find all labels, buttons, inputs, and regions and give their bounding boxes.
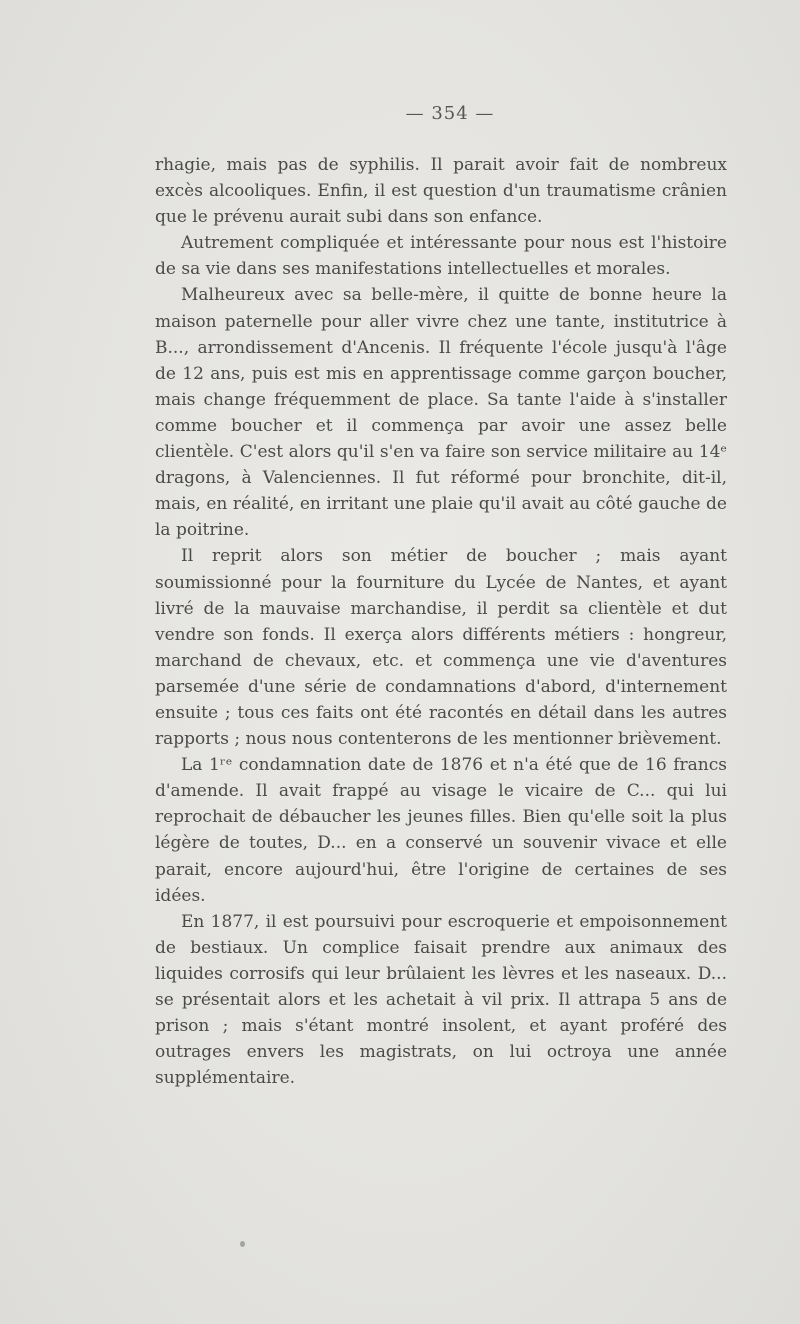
paragraph-1: rhagie, mais pas de syphilis. Il parait avoir fait de nombreux excès alcooliques. Enfin, il est question d'un traumatisme crânien que le prévenu aurait subi dans son enfance. [155,155,727,228]
body-text [155,152,727,1091]
paragraph-4: Il reprit alors son métier de boucher ; mais ayant soumissionné pour la fourniture du Lycée de Nantes, et ayant livré de la mauvaise marchandise, il perdit sa clientèle et dut vendre son fonds. Il exerça alors différents métiers : hongreur, marchand de chevaux, etc. et commença une vie d'aventures parsemée d'une série de condamnations d'abord, d'internement ensuite ; tous ces faits ont été racontés en détail dans les autres rapports ; nous nous contenterons de les mentionner brièvement. [155,546,727,750]
paragraph-2: Autrement compliquée et intéressante pour nous est l'histoire de sa vie dans ses manifestations intellectuelles et morales. [155,233,727,280]
paragraph-3: Malheureux avec sa belle-mère, il quitte de bonne heure la maison paternelle pour aller vivre chez une tante, institutrice à B..., arrondissement d'Ancenis. Il fréquente l'école jusqu'à l'âge de 12 ans, puis est mis en apprentissage comme garçon boucher, mais change fréquemment de place. Sa tante l'aide à s'installer comme boucher et il commença par avoir une assez belle clientèle. C'est alors qu'il s'en va faire son service militaire au 14ᵉ dragons, à Valenciennes. Il fut réformé pour bronchite, dit-il, mais, en réalité, en irritant une plaie qu'il avait au côté gauche de la poitrine. [155,285,727,541]
ink-spot [240,1241,245,1247]
paragraph-6: En 1877, il est poursuivi pour escroquerie et empoisonnement de bestiaux. Un complice faisait prendre aux animaux des liquides corrosifs qui leur brûlaient les lèvres et les naseaux. D... se présentait alors et les achetait à vil prix. Il attrapa 5 ans de prison ; mais s'étant montré insolent, et ayant proféré des outrages envers les magistrats, on lui octroya une année supplémentaire. [155,911,727,1089]
page-number: — 354 — [405,103,495,124]
paragraph-5: La 1ʳᵉ condamnation date de 1876 et n'a été que de 16 francs d'amende. Il avait frappé au visage le vicaire de C... qui lui reprochait de débaucher les jeunes filles. Bien qu'elle soit la plus légère de toutes, D... en a conservé un souvenir vivace et elle parait, encore aujourd'hui, être l'origine de certaines de ses idées. [155,755,727,906]
